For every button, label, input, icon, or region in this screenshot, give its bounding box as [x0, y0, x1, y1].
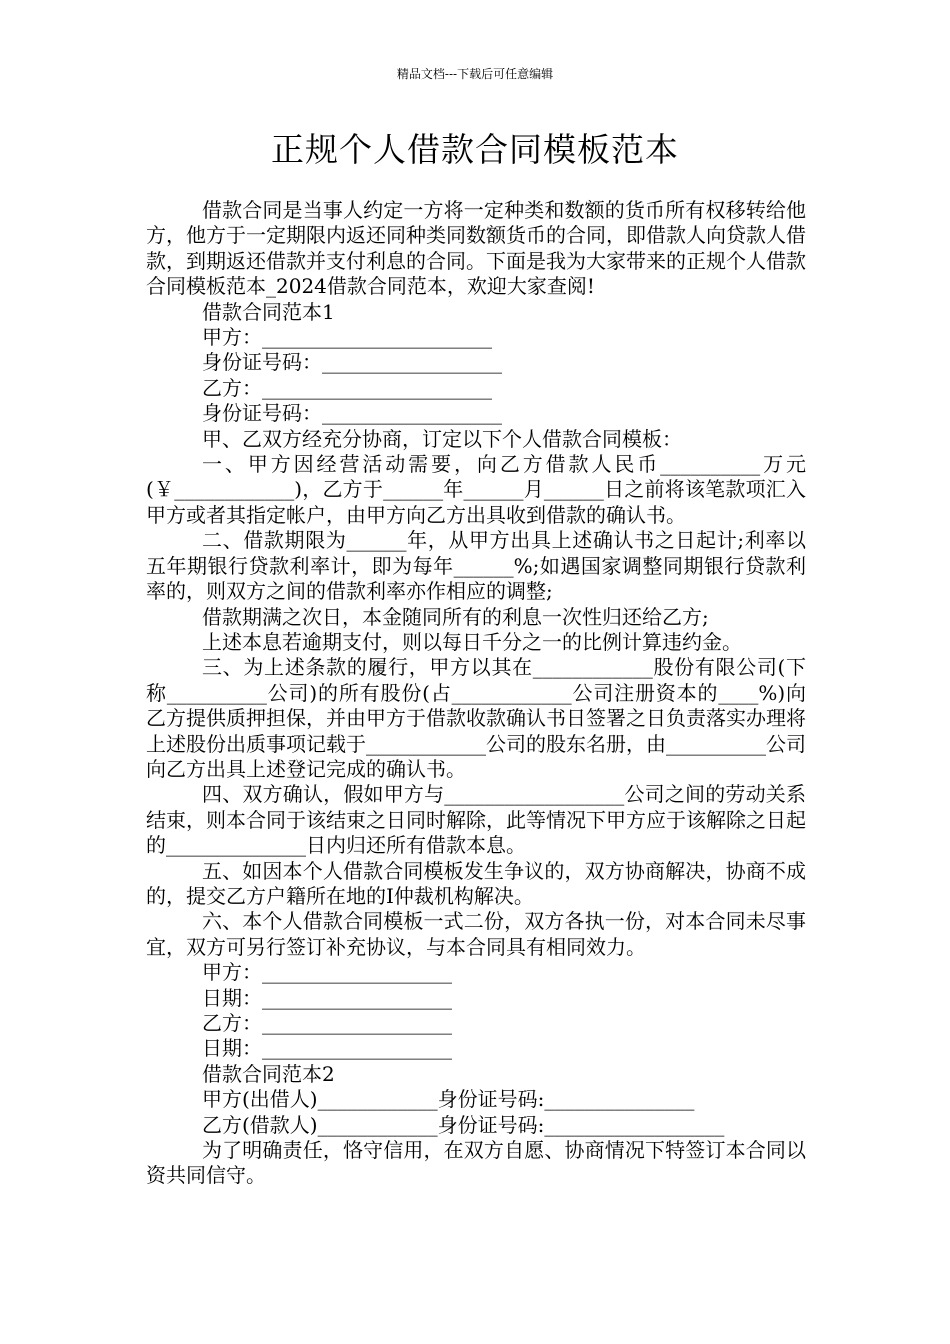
- section-heading-template-1: 借款合同范本1: [202, 299, 335, 324]
- signature-party-b: 乙方：___________________: [202, 1011, 452, 1035]
- template-2-preamble: 为了明确责任，恪守信用，在双方自愿、协商情况下特签订本合同以资共同信守。: [146, 1138, 806, 1188]
- document-body: [146, 198, 806, 1189]
- clause-3: 三、为上述条款的履行，甲方以其在____________股份有限公司(下称__________公司)的所有股份(占____________公司注册资本的____%)向乙方提供质押担保，并由甲方于借款收款确认书日签署之日负责落实办理将上述股份出质事项记载于____________公司的股东名册，由__________公司向乙方出具上述登记完成的确认书。: [146, 655, 806, 781]
- clause-6: 六、本个人借款合同模板一式二份，双方各执一份，对本合同未尽事宜，双方可另行签订补充协议，与本合同具有相同效力。: [146, 909, 806, 959]
- clause-2: 二、借款期限为______年，从甲方出具上述确认书之日起计;利率以五年期银行贷款利率计，即为每年______%;如遇国家调整同期银行贷款利率的，则双方之间的借款利率亦作相应的调整;: [146, 528, 806, 604]
- section-heading-template-2: 借款合同范本2: [202, 1061, 335, 1086]
- document-title: 正规个人借款合同模板范本: [271, 130, 679, 169]
- agreement-intro: 甲、乙双方经充分协商，订定以下个人借款合同模板：: [202, 426, 682, 451]
- signature-party-a: 甲方：___________________: [202, 960, 452, 985]
- page-header: 精品文档---下载后可任意编辑: [396, 67, 554, 81]
- borrower-field: 乙方(借款人)____________身份证号码:__________________: [202, 1112, 725, 1137]
- party-a-field: 甲方：_______________________: [202, 325, 492, 350]
- intro-paragraph: 借款合同是当事人约定一方将一定种类和数额的货币所有权移转给他方，他方于一定期限内返还同种类同数额货币的合同，即借款人向贷款人借款，到期返还借款并支付利息的合同。下面是我为大家带来的正规个人借款合同模板范本_2024借款合同范本，欢迎大家查阅!: [146, 198, 806, 299]
- clause-2-penalty: 上述本息若逾期支付，则以每日千分之一的比例计算违约金。: [202, 629, 742, 654]
- party-a-id-field: 身份证号码：__________________: [202, 350, 502, 375]
- signature-date-a: 日期：___________________: [202, 985, 452, 1010]
- lender-field: 甲方(出借人)____________身份证号码:_______________: [202, 1087, 695, 1112]
- party-b-id-field: 身份证号码：__________________: [202, 401, 502, 426]
- clause-2-repayment: 借款期满之次日，本金随同所有的利息一次性归还给乙方;: [202, 604, 709, 629]
- clause-5: 五、如因本个人借款合同模板发生争议的，双方协商解决，协商不成的，提交乙方户籍所在地的I仲裁机构解决。: [146, 858, 806, 908]
- clause-1: 一、甲方因经营活动需要，向乙方借款人民币__________万元(￥____________)，乙方于______年______月______日之前将该笔款项汇入甲方或者其指定帐户，由甲方向乙方出具收到借款的确认书。: [146, 452, 806, 527]
- signature-date-b: 日期：___________________: [202, 1036, 452, 1061]
- party-b-field: 乙方：_______________________: [202, 375, 492, 400]
- clause-4: 四、双方确认，假如甲方与__________________公司之间的劳动关系结束，则本合同于该结束之日同时解除，此等情况下甲方应于该解除之日起的______________日内归还所有借款本息。: [146, 782, 806, 858]
